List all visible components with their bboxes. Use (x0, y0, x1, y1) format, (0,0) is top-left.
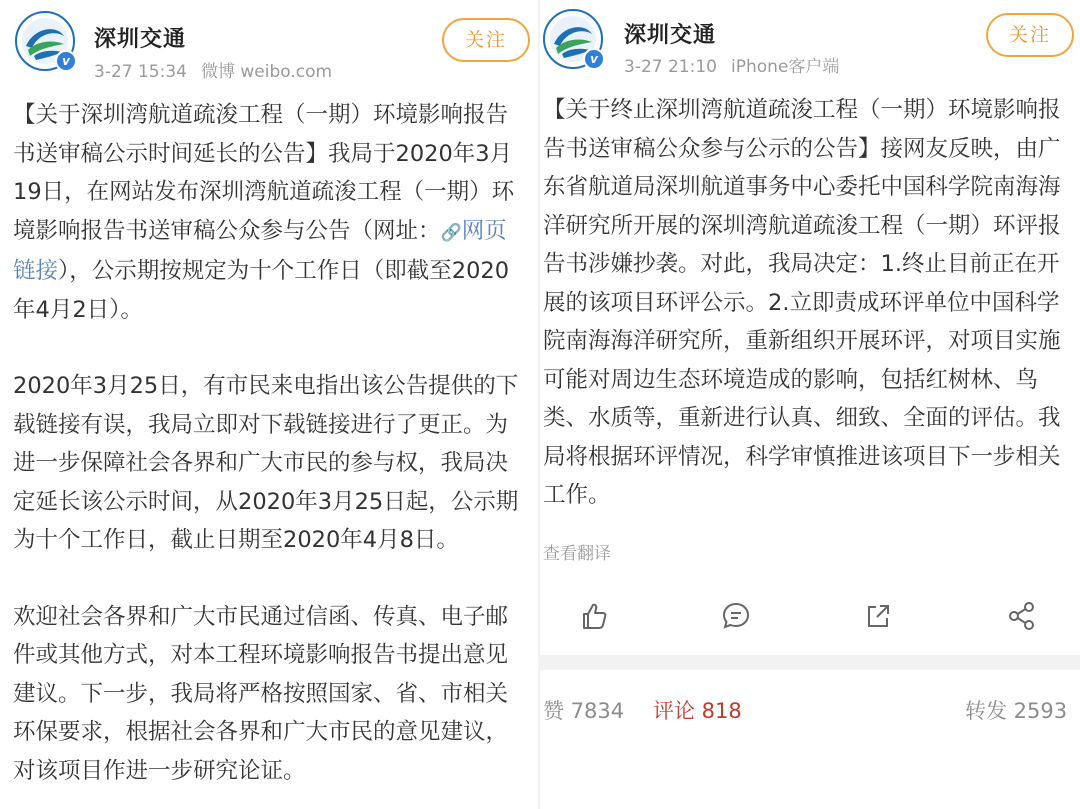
post-body: 【关于终止深圳湾航道疏浚工程（一期）环境影响报告书送审稿公众参与公示的公告】接网友反映，由广东省航道局深圳航道事务中心委托中国科学院南海海洋研究所开展的深圳湾航道疏浚工程（一期）环评报告书涉嫌抄袭。对此，我局决定：1.终止目前正在开展的该项目环评公示。2.立即责成环评单位中国科学院南海海洋研究所，重新组织开展环评，对项目实施可能对周边生态环境造成的影响，包括红树林、鸟类、水质等，重新进行认真、细致、全面的评估。我局将根据环评情况，科学审慎推进该项目下一步相关工作。 (543, 97, 1061, 508)
reposts-count[interactable]: 转发 2593 (965, 699, 1068, 723)
follow-button[interactable]: 关注 (986, 13, 1074, 57)
comment-icon[interactable] (718, 598, 754, 634)
section-separator (540, 655, 1080, 670)
action-bar (540, 592, 1080, 644)
comments-count[interactable]: 评论 818 (653, 699, 742, 723)
post-source: 微博 weibo.com (200, 62, 333, 82)
post-paragraph-2: 2020年3月25日，有市民来电指出该公告提供的下载链接有误，我局立即对下载链接进行了更正。为进一步保障社会各界和广大市民的参与权，我局决定延长该公示时间，从2020年3月25日起，公示期为十个工作日，截止日期至2020年4月8日。 (13, 373, 519, 553)
post-body (13, 96, 527, 809)
verified-badge-icon: v (55, 50, 77, 72)
share-external-icon[interactable] (860, 598, 896, 634)
post-time: 3-27 15:34 (94, 62, 187, 82)
translate-link[interactable]: 查看翻译 (543, 544, 611, 564)
paragraph-text: ），公示期按规定为十个工作日（即截至2020年4月2日）。 (13, 258, 510, 323)
post-paragraph-3: 欢迎社会各界和广大市民通过信函、传真、电子邮件或其他方式，对本工程环境影响报告书提出意见建议。下一步，我局将严格按照国家、省、市相关环保要求，根据社会各界和广大市民的意见建议，对该项目作进一步研究论证。 (13, 603, 509, 784)
share-icon[interactable] (1004, 598, 1040, 634)
paragraph-text: 【关于深圳湾航道疏浚工程（一期）环境影响报告书送审稿公示时间延长的公告】我局于2020年3月19日，在网站发布深圳湾航道疏浚工程（一期）环境影响报告书送审稿公众参与公告（网址： (13, 102, 515, 244)
verified-badge-icon: v (583, 48, 605, 70)
left-post-panel (0, 0, 538, 809)
link-text: 网页链接 (13, 217, 507, 284)
likes-count[interactable]: 赞 7834 (543, 699, 625, 723)
link-icon: 🔗 (440, 222, 462, 243)
follow-button[interactable]: 关注 (442, 18, 530, 62)
post-paragraph-1 (13, 96, 527, 329)
post-meta (94, 57, 346, 82)
like-icon[interactable] (576, 598, 612, 634)
right-post-panel (540, 0, 1080, 809)
account-avatar[interactable] (14, 10, 76, 72)
account-avatar[interactable] (542, 8, 604, 70)
post-source: iPhone客户端 (730, 57, 840, 77)
account-name[interactable]: 深圳交通 (624, 23, 717, 48)
post-meta (624, 52, 853, 77)
account-name[interactable]: 深圳交通 (94, 27, 187, 52)
post-time: 3-27 21:10 (624, 57, 717, 77)
